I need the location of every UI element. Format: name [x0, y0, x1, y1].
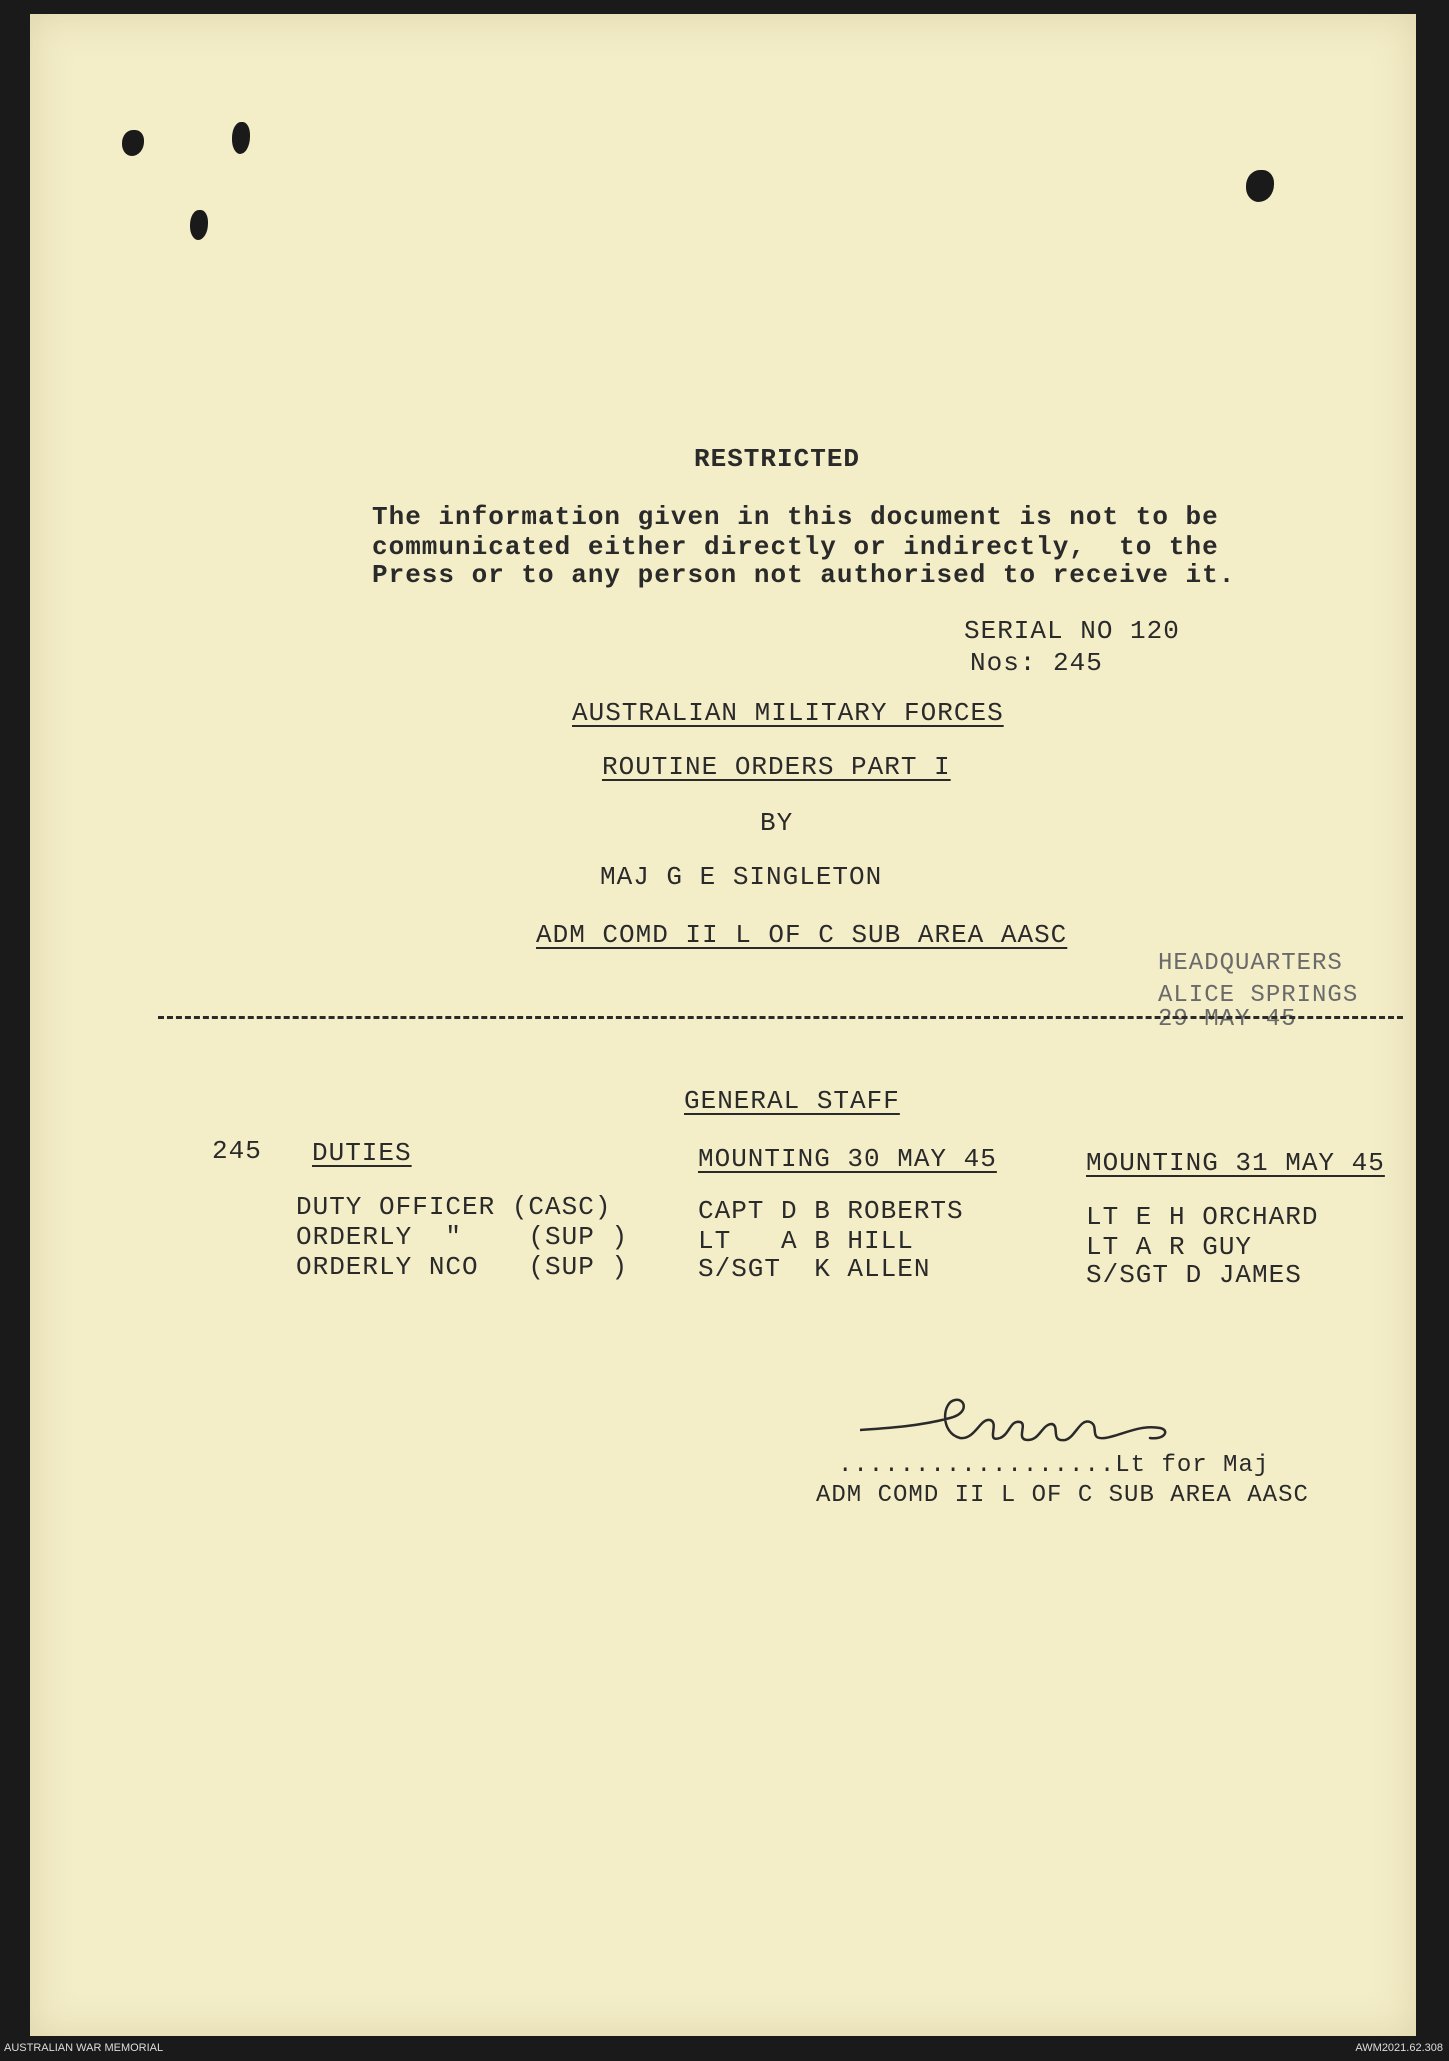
section-divider	[158, 1016, 1403, 1019]
handwritten-signature	[860, 1388, 1200, 1458]
issuing-officer: MAJ G E SINGLETON	[600, 862, 883, 892]
duties-header: DUTIES	[312, 1138, 412, 1168]
notice-line-3: Press or to any person not authorised to receive it.	[372, 560, 1236, 590]
mounting-2-header: MOUNTING 31 MAY 45	[1086, 1148, 1385, 1178]
footer-right: AWM2021.62.308	[1355, 2042, 1443, 2054]
hq-stamp-line-2: ALICE SPRINGS	[1158, 982, 1359, 1009]
punch-hole	[122, 130, 144, 156]
signature-title: ADM COMD II L OF C SUB AREA AASC	[816, 1482, 1309, 1509]
mounting-1-row-2: LT A B HILL	[698, 1226, 914, 1256]
notice-line-1: The information given in this document is not to be	[372, 502, 1219, 532]
duty-row-3: ORDERLY NCO (SUP )	[296, 1252, 629, 1282]
hq-stamp-line-3: 29 MAY 45	[1158, 1006, 1297, 1033]
mounting-1-row-3: S/SGT K ALLEN	[698, 1254, 931, 1284]
order-number: 245	[212, 1136, 262, 1166]
signature-line: ..................Lt for Maj	[838, 1452, 1270, 1479]
footer-left: AUSTRALIAN WAR MEMORIAL	[4, 2042, 164, 2054]
document-heading: AUSTRALIAN MILITARY FORCES	[572, 698, 1004, 728]
mounting-2-row-3: S/SGT D JAMES	[1086, 1260, 1302, 1290]
order-numbers: Nos: 245	[970, 648, 1103, 678]
duty-row-2: ORDERLY " (SUP )	[296, 1222, 629, 1252]
punch-hole	[190, 210, 208, 240]
hq-stamp-line-1: HEADQUARTERS	[1158, 950, 1343, 977]
mounting-1-header: MOUNTING 30 MAY 45	[698, 1144, 997, 1174]
document-subheading: ROUTINE ORDERS PART I	[602, 752, 951, 782]
mounting-2-row-2: LT A R GUY	[1086, 1232, 1253, 1262]
issuing-command: ADM COMD II L OF C SUB AREA AASC	[536, 920, 1068, 950]
mounting-1-row-1: CAPT D B ROBERTS	[698, 1196, 964, 1226]
serial-number: SERIAL NO 120	[964, 616, 1180, 646]
by-label: BY	[760, 808, 794, 838]
notice-line-2: communicated either directly or indirectly, to the	[372, 532, 1219, 562]
punch-hole	[232, 122, 250, 154]
duty-row-1: DUTY OFFICER (CASC)	[296, 1192, 612, 1222]
classification-heading: RESTRICTED	[694, 444, 861, 474]
mounting-2-row-1: LT E H ORCHARD	[1086, 1202, 1319, 1232]
punch-hole	[1246, 170, 1274, 202]
section-heading: GENERAL STAFF	[684, 1086, 900, 1116]
